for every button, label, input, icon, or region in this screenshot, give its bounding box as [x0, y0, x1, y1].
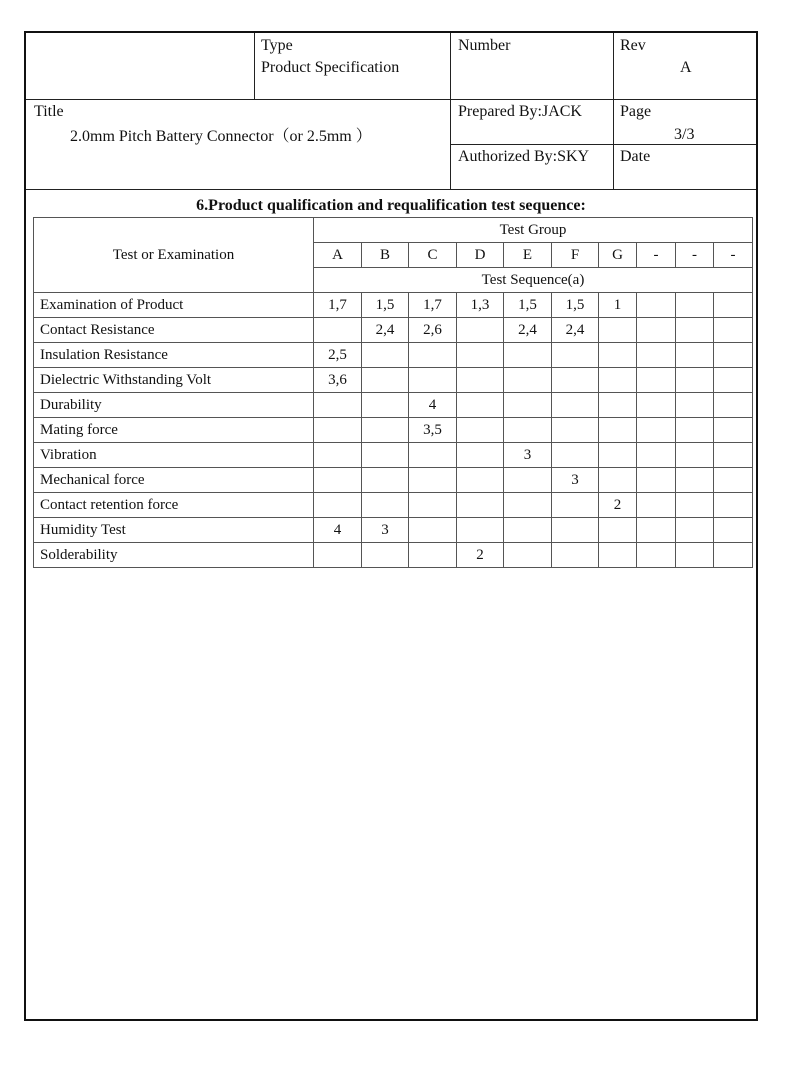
sequence-cell: 2,4	[504, 318, 552, 343]
sequence-cell	[504, 543, 552, 568]
sequence-cell: 1	[599, 293, 637, 318]
sequence-cell: 4	[409, 393, 457, 418]
sequence-cell	[457, 443, 504, 468]
sequence-cell	[504, 468, 552, 493]
test-name: Dielectric Withstanding Volt	[34, 368, 314, 393]
sequence-cell	[714, 418, 753, 443]
test-name: Examination of Product	[34, 293, 314, 318]
sequence-cell	[504, 343, 552, 368]
sequence-cell	[314, 493, 362, 518]
table-row	[34, 393, 753, 418]
sequence-cell	[457, 318, 504, 343]
sequence-cell	[714, 493, 753, 518]
sequence-cell	[457, 343, 504, 368]
sequence-cell	[552, 368, 599, 393]
sequence-cell	[409, 343, 457, 368]
table-row	[34, 343, 753, 368]
sequence-cell	[637, 343, 676, 368]
sequence-cell	[599, 543, 637, 568]
sequence-cell: 4	[314, 518, 362, 543]
test-group-header: Test Group	[314, 218, 753, 243]
sequence-cell	[637, 293, 676, 318]
table-row	[34, 493, 753, 518]
sequence-cell: 2,4	[362, 318, 409, 343]
sequence-cell	[599, 343, 637, 368]
divider	[26, 99, 756, 100]
sequence-cell	[714, 518, 753, 543]
sequence-cell	[552, 443, 599, 468]
table-row	[34, 518, 753, 543]
sequence-cell	[599, 418, 637, 443]
sequence-cell	[457, 368, 504, 393]
page-label: Page	[620, 103, 652, 120]
table-row	[34, 318, 753, 343]
sequence-cell	[362, 543, 409, 568]
table-row	[34, 443, 753, 468]
title-value: 2.0mm Pitch Battery Connector（or 2.5mm ）	[70, 128, 372, 145]
sequence-cell	[552, 543, 599, 568]
sequence-cell	[552, 393, 599, 418]
sequence-cell	[676, 393, 714, 418]
sequence-cell	[714, 468, 753, 493]
sequence-cell	[362, 343, 409, 368]
sequence-cell	[409, 468, 457, 493]
sequence-cell	[599, 468, 637, 493]
sequence-cell	[314, 393, 362, 418]
sequence-cell	[637, 368, 676, 393]
sequence-cell	[676, 443, 714, 468]
sequence-cell	[314, 318, 362, 343]
section-heading: 6.Product qualification and requalification test sequence:	[196, 197, 586, 214]
sequence-cell	[504, 493, 552, 518]
group-label: -	[676, 243, 714, 268]
sequence-cell: 2,6	[409, 318, 457, 343]
sequence-cell	[552, 343, 599, 368]
sequence-cell: 3	[552, 468, 599, 493]
sequence-cell	[637, 493, 676, 518]
authorized-by: Authorized By:SKY	[458, 148, 590, 165]
sequence-cell	[637, 543, 676, 568]
sequence-cell: 2	[457, 543, 504, 568]
sequence-cell: 1,3	[457, 293, 504, 318]
sequence-cell	[362, 418, 409, 443]
page-value: 3/3	[674, 126, 695, 143]
sequence-cell: 1,7	[409, 293, 457, 318]
group-label: A	[314, 243, 362, 268]
rev-value: A	[680, 59, 692, 76]
sequence-cell	[362, 493, 409, 518]
divider	[450, 33, 451, 189]
sequence-cell	[676, 318, 714, 343]
sequence-cell	[552, 518, 599, 543]
divider	[26, 189, 756, 190]
sequence-cell: 2,5	[314, 343, 362, 368]
sequence-cell	[314, 443, 362, 468]
test-sequence-header: Test Sequence(a)	[314, 268, 753, 293]
test-name: Contact retention force	[34, 493, 314, 518]
sequence-cell	[637, 518, 676, 543]
sequence-cell	[504, 368, 552, 393]
sequence-cell	[409, 518, 457, 543]
sequence-cell	[409, 543, 457, 568]
rev-label: Rev	[620, 37, 646, 54]
table-row	[34, 543, 753, 568]
group-label: B	[362, 243, 409, 268]
sequence-cell	[714, 318, 753, 343]
sequence-cell: 3,5	[409, 418, 457, 443]
sequence-cell	[314, 543, 362, 568]
type-value: Product Specification	[261, 59, 400, 76]
sequence-cell	[676, 368, 714, 393]
sequence-cell	[362, 443, 409, 468]
sequence-cell	[714, 368, 753, 393]
sequence-cell	[504, 418, 552, 443]
sequence-cell: 1,5	[362, 293, 409, 318]
number-label: Number	[458, 37, 511, 54]
group-label: -	[637, 243, 676, 268]
sequence-cell	[504, 393, 552, 418]
sequence-cell: 3	[504, 443, 552, 468]
sequence-cell	[457, 418, 504, 443]
test-or-examination-header: Test or Examination	[34, 218, 314, 293]
test-name: Contact Resistance	[34, 318, 314, 343]
group-label: D	[457, 243, 504, 268]
sequence-cell	[676, 343, 714, 368]
prepared-by: Prepared By:JACK	[458, 103, 582, 120]
table-row	[34, 368, 753, 393]
type-label: Type	[261, 37, 293, 54]
sequence-cell	[362, 468, 409, 493]
group-label: C	[409, 243, 457, 268]
sequence-cell	[599, 368, 637, 393]
sequence-cell	[457, 393, 504, 418]
sequence-cell	[362, 393, 409, 418]
sequence-cell	[599, 443, 637, 468]
test-name: Insulation Resistance	[34, 343, 314, 368]
sequence-cell	[599, 393, 637, 418]
sequence-cell	[314, 468, 362, 493]
sequence-cell	[504, 518, 552, 543]
sequence-cell	[676, 493, 714, 518]
sequence-cell	[676, 518, 714, 543]
sequence-cell	[409, 443, 457, 468]
sequence-cell	[362, 368, 409, 393]
sequence-cell: 1,7	[314, 293, 362, 318]
sequence-cell: 1,5	[504, 293, 552, 318]
sequence-cell	[314, 418, 362, 443]
sequence-cell: 3	[362, 518, 409, 543]
sequence-cell	[637, 318, 676, 343]
sequence-cell	[457, 493, 504, 518]
sequence-cell: 1,5	[552, 293, 599, 318]
sequence-cell: 2	[599, 493, 637, 518]
sequence-cell	[599, 518, 637, 543]
sequence-cell	[714, 543, 753, 568]
test-name: Vibration	[34, 443, 314, 468]
sequence-cell	[676, 418, 714, 443]
sequence-cell	[599, 318, 637, 343]
sequence-cell: 3,6	[314, 368, 362, 393]
sequence-cell	[714, 293, 753, 318]
sequence-cell	[714, 393, 753, 418]
divider	[613, 33, 614, 189]
sequence-cell	[714, 343, 753, 368]
sequence-cell	[637, 393, 676, 418]
test-name: Durability	[34, 393, 314, 418]
sequence-cell	[676, 543, 714, 568]
sequence-cell	[637, 443, 676, 468]
sequence-cell	[552, 493, 599, 518]
group-label: -	[714, 243, 753, 268]
sequence-cell	[552, 418, 599, 443]
sequence-cell	[637, 468, 676, 493]
title-label: Title	[34, 103, 64, 120]
divider	[450, 144, 756, 145]
sequence-cell	[637, 418, 676, 443]
divider	[254, 33, 255, 99]
sequence-cell	[409, 368, 457, 393]
test-name: Mating force	[34, 418, 314, 443]
date-label: Date	[620, 148, 651, 165]
test-name: Humidity Test	[34, 518, 314, 543]
sequence-cell	[409, 493, 457, 518]
test-sequence-table	[33, 217, 753, 568]
sequence-cell: 2,4	[552, 318, 599, 343]
document-frame	[24, 31, 758, 1021]
table-row	[34, 293, 753, 318]
group-label: E	[504, 243, 552, 268]
sequence-cell	[676, 468, 714, 493]
group-label: G	[599, 243, 637, 268]
table-row	[34, 468, 753, 493]
test-name: Solderability	[34, 543, 314, 568]
sequence-cell	[714, 443, 753, 468]
sequence-cell	[457, 468, 504, 493]
test-name: Mechanical force	[34, 468, 314, 493]
sequence-cell	[457, 518, 504, 543]
table-row	[34, 418, 753, 443]
group-label: F	[552, 243, 599, 268]
sequence-cell	[676, 293, 714, 318]
